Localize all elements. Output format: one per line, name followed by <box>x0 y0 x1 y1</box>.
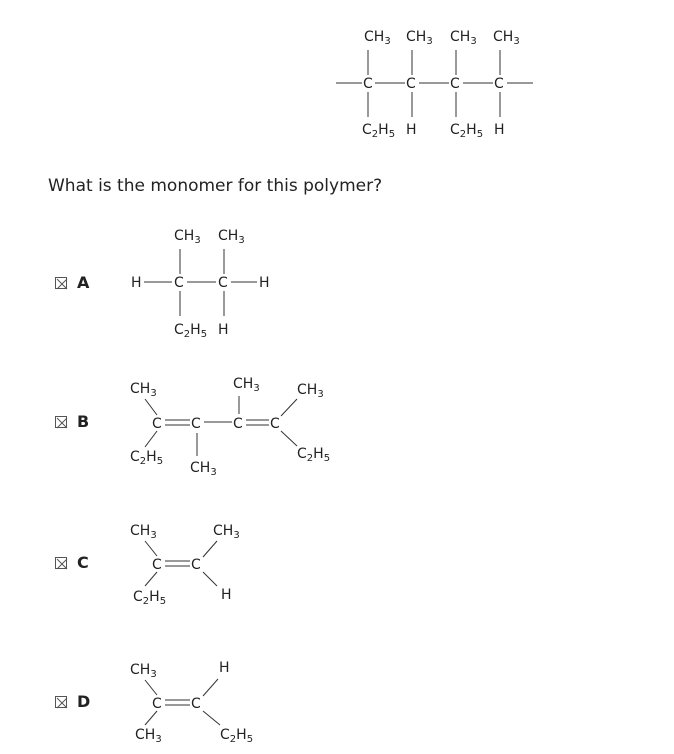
svg-text:C: C <box>218 275 228 291</box>
svg-text:CH3: $CH_3$ <box>130 523 157 541</box>
svg-text:CH3: $CH_3$ <box>213 523 240 541</box>
svg-text:C2H5: $C_2H_5$ <box>220 727 254 745</box>
svg-text:C: C <box>152 557 162 573</box>
svg-text:C2H5: $C_2H_5$ <box>174 322 208 340</box>
polymer-top-1: $CH_3$ <box>364 29 391 47</box>
svg-text:C2H5: $C_2H_5$ <box>130 449 164 467</box>
polymer-c-1: C <box>363 76 373 92</box>
option-d-letter: D <box>77 692 91 711</box>
svg-text:CH3: $CH_3$ <box>130 381 157 399</box>
svg-text:C: C <box>191 696 201 712</box>
svg-text:CH3: $CH_3$ <box>190 460 217 478</box>
question-text: What is the monomer for this polymer? <box>48 176 383 196</box>
svg-text:CH3: $CH_3$ <box>135 727 162 745</box>
polymer-bottom-2: H <box>406 122 417 138</box>
svg-text:C: C <box>270 416 280 432</box>
option-b-letter: B <box>77 412 90 431</box>
svg-text:CH3: $CH_3$ <box>218 228 245 246</box>
svg-text:H: H <box>131 275 142 291</box>
polymer-top-4: $CH_3$ <box>493 29 520 47</box>
polymer-bottom-1: $C_2H_5$ <box>362 122 396 140</box>
polymer-bottom-4: H <box>494 122 505 138</box>
polymer-c-4: C <box>494 76 504 92</box>
svg-text:CH3: $CH_3$ <box>174 228 201 246</box>
polymer-top-2: $CH_3$ <box>406 29 433 47</box>
polymer-top-3: $CH_3$ <box>450 29 477 47</box>
svg-text:H: H <box>219 660 230 676</box>
svg-text:H: H <box>218 322 229 338</box>
svg-text:C2H5: $C_2H_5$ <box>297 446 331 464</box>
svg-text:H: H <box>221 587 232 603</box>
polymer-c-3: C <box>450 76 460 92</box>
svg-text:C: C <box>191 416 201 432</box>
svg-text:H: H <box>259 275 270 291</box>
svg-text:C: C <box>191 557 201 573</box>
svg-text:C2H5: $C_2H_5$ <box>133 589 167 607</box>
svg-text:C: C <box>174 275 184 291</box>
option-c-letter: C <box>77 553 89 572</box>
polymer-bottom-3: $C_2H_5$ <box>450 122 484 140</box>
svg-text:CH3: $CH_3$ <box>297 382 324 400</box>
svg-text:C: C <box>152 696 162 712</box>
polymer-c-2: C <box>406 76 416 92</box>
svg-text:C: C <box>233 416 243 432</box>
svg-text:CH3: $CH_3$ <box>130 662 157 680</box>
svg-text:C: C <box>152 416 162 432</box>
svg-text:CH3: $CH_3$ <box>233 376 260 394</box>
option-a-letter: A <box>77 273 90 292</box>
